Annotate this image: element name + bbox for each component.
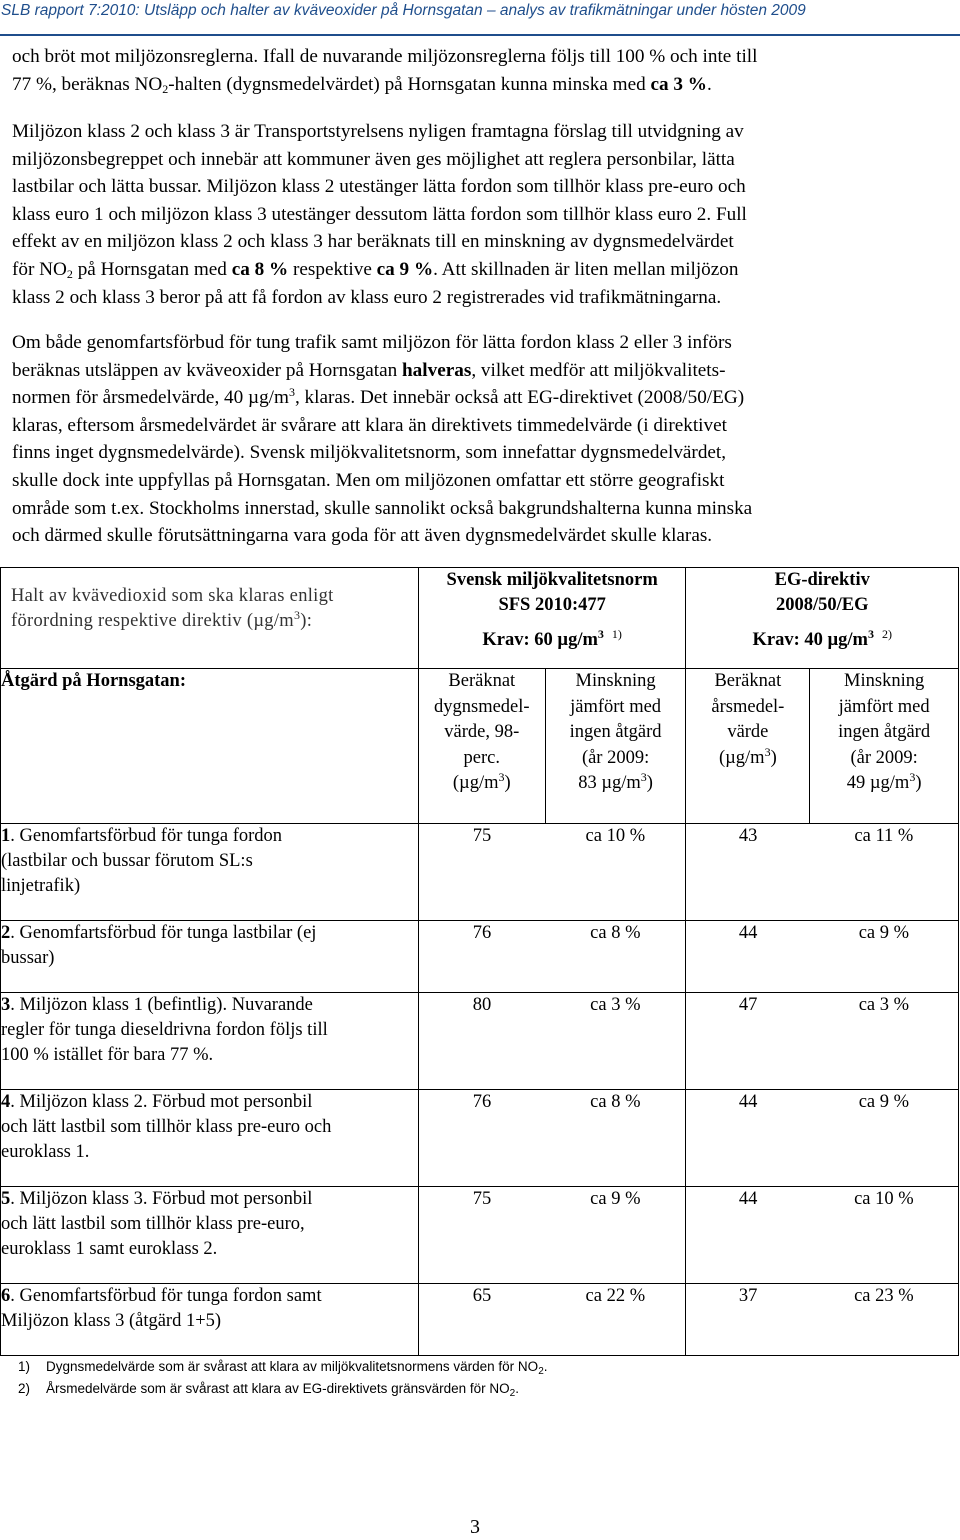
p3-line-2: beräknas utsläppen av kväveoxider på Hornsgatan halveras, vilket medför att miljökvalitets- <box>12 359 726 381</box>
paragraph-1 <box>12 43 948 98</box>
p3-line-6: skulle dock inte uppfyllas på Hornsgatan. Men om miljözonen omfattar ett större geografiskt <box>12 469 725 491</box>
footnote-1-number: 1) <box>18 1359 31 1374</box>
row-2-v3: 44 <box>686 921 810 993</box>
table-row <box>1 824 959 921</box>
header-rule <box>0 34 960 36</box>
col2-title-1: EG-direktiv <box>774 570 870 590</box>
p3-line-4: klaras, eftersom årsmedelvärdet är svårare att klara än direktivets timmedelvärde (i direktivet <box>12 414 727 436</box>
row-1-v2: ca 10 % <box>545 824 686 921</box>
p3-line-8: och därmed skulle förutsättningarna vara goda för att även dygnsmedelvärdet skulle klaras. <box>12 525 713 547</box>
p1-line-1: och bröt mot miljözonsreglerna. Ifall de nuvarande miljözonsreglerna följs till 100 % och inte till <box>12 46 758 67</box>
row-2-v1: 76 <box>418 921 545 993</box>
table-row <box>1 1284 959 1356</box>
p2-line-1: Miljözon klass 2 och klass 3 är Transportstyrelsens nyligen framtagna förslag till utvidgning av <box>12 121 744 142</box>
row-5-v3: 44 <box>686 1187 810 1284</box>
row-5-v1: 75 <box>418 1187 545 1284</box>
row-5-v2: ca 9 % <box>545 1187 686 1284</box>
subheader-dygnsmedel: Beräknat dygnsmedel- värde, 98- perc. $(\mu g/m^3)$ <box>418 669 545 824</box>
p2-line-5: effekt av en miljözon klass 2 och klass 3 har beräknats till en minskning av dygnsmedelvärdet <box>12 231 734 253</box>
row-3-v1: 80 <box>418 993 545 1090</box>
col2-krav: Krav: 40 $\mu g/m^3$ $^{2)}$ <box>752 627 892 650</box>
p2-line-2: miljözonsbegreppet och innebär att kommuner även ges möjlighet att reglera personbilar, lätta <box>12 148 735 170</box>
row-6-v4: ca 23 % <box>810 1284 959 1356</box>
col1-title-2: SFS 2010:477 <box>498 595 606 615</box>
subheader-minskning-ar: Minskning jämfört med ingen åtgärd (år 2009: 49 $\mu g/m^3$) <box>810 669 959 824</box>
col-header-svensk-norm <box>418 568 686 669</box>
p1-line-2: 77 %, beräknas $NO_2$-halten (dygnsmedelvärdet) på Hornsgatan kunna minska med ca 3 %. <box>12 73 712 96</box>
table-header-row <box>1 568 959 669</box>
row-5-v4: ca 10 % <box>810 1187 959 1284</box>
p3-line-5: finns inget dygnsmedelvärde). Svensk miljökvalitetsnorm, som innefattar dygnsmedelvärdet, <box>12 442 727 464</box>
row-1-desc: 1. Genomfartsförbud för tunga fordon (lastbilar och bussar förutom SL:s linjetrafik) <box>1 824 419 921</box>
footnote-1: 1) Dygnsmedelvärde som är svårast att klara av miljökvalitetsnormens värden för $NO_2$. <box>18 1359 548 1377</box>
col1-krav: Krav: 60 $\mu g/m^3$ $^{1)}$ <box>482 627 622 650</box>
row-3-v3: 47 <box>686 993 810 1090</box>
row-3-v4: ca 3 % <box>810 993 959 1090</box>
col-header-eg-direktiv <box>686 568 959 669</box>
paragraph-2 <box>12 118 948 311</box>
p3-line-3: normen för årsmedelvärde, 40 $\mu g/m^3$, klaras. Det innebär också att EG-direktivet (2008/50/EG) <box>12 385 745 409</box>
row-3-v2: ca 3 % <box>545 993 686 1090</box>
table-intro-cell <box>1 568 419 669</box>
row-6-v1: 65 <box>418 1284 545 1356</box>
p2-line-4: klass euro 1 och miljözon klass 3 utestänger dessutom lätta fordon som tillhör klass euro 2. Full <box>12 203 747 225</box>
paragraph-3 <box>12 329 948 550</box>
row-6-desc: 6. Genomfartsförbud för tunga fordon samt Miljözon klass 3 (åtgärd 1+5) <box>1 1284 419 1356</box>
table-intro-line-2: förordning respektive direktiv $(\mu g/m^3)$: <box>11 608 313 631</box>
row-4-v3: 44 <box>686 1090 810 1187</box>
row-6-v3: 37 <box>686 1284 810 1356</box>
row-1-v4: ca 11 % <box>810 824 959 921</box>
row-4-v4: ca 9 % <box>810 1090 959 1187</box>
row-4-desc: 4. Miljözon klass 2. Förbud mot personbil och lätt lastbil som tillhör klass pre-euro och euroklass 1. <box>1 1090 419 1187</box>
row-3-desc: 3. Miljözon klass 1 (befintlig). Nuvarande regler för tunga dieseldrivna fordon följs till 100 % istället för bara 77 %. <box>1 993 419 1090</box>
row-2-v2: ca 8 % <box>545 921 686 993</box>
row-4-v2: ca 8 % <box>545 1090 686 1187</box>
p3-line-1: Om både genomfartsförbud för tung trafik samt miljözon för lätta fordon klass 2 eller 3 införs <box>12 332 732 353</box>
table-intro-line-1: Halt av kvävedioxid som ska klaras enligt <box>11 586 334 606</box>
p2-line-7: klass 2 och klass 3 beror på att få fordon av klass euro 2 registrerades vid trafikmätningarna. <box>12 286 722 308</box>
row-4-v1: 76 <box>418 1090 545 1187</box>
table-row <box>1 1187 959 1284</box>
table-row <box>1 1090 959 1187</box>
col1-title-1: Svensk miljökvalitetsnorm <box>446 570 658 590</box>
p3-line-7: område som t.ex. Stockholms innerstad, skulle sannolikt också bakgrundshalterna kunna minska <box>12 497 753 519</box>
row-1-v1: 75 <box>418 824 545 921</box>
row-2-v4: ca 9 % <box>810 921 959 993</box>
subheader-arsmedel: Beräknat årsmedel- värde $(\mu g/m^3)$ <box>686 669 810 824</box>
atgard-label: Åtgärd på Hornsgatan: <box>1 669 419 824</box>
table-row <box>1 993 959 1090</box>
table-row <box>1 921 959 993</box>
footnote-2-number: 2) <box>18 1381 31 1396</box>
p2-line-3: lastbilar och lätta bussar. Miljözon klass 2 utestänger lätta fordon som tillhör klass pre-euro och <box>12 176 746 198</box>
no2-measures-table <box>0 567 959 1356</box>
page-number: 3 <box>470 1516 480 1538</box>
p2-line-6: för $NO_2$ på Hornsgatan med ca 8 % respektive ca 9 %. Att skillnaden är liten mellan miljözon <box>12 258 739 281</box>
row-6-v2: ca 22 % <box>545 1284 686 1356</box>
table-subheader-row <box>1 669 959 824</box>
col2-title-2: 2008/50/EG <box>775 595 869 615</box>
row-5-desc: 5. Miljözon klass 3. Förbud mot personbil och lätt lastbil som tillhör klass pre-euro, euroklass 1 samt euroklass 2. <box>1 1187 419 1284</box>
row-2-desc: 2. Genomfartsförbud för tunga lastbilar (ej bussar) <box>1 921 419 993</box>
subheader-minskning-dygn: Minskning jämfört med ingen åtgärd (år 2009: 83 $\mu g/m^3$) <box>545 669 686 824</box>
row-1-v3: 43 <box>686 824 810 921</box>
report-header: SLB rapport 7:2010: Utsläpp och halter av kväveoxider på Hornsgatan – analys av trafikmätningar under hösten 2009 <box>1 2 806 19</box>
footnote-2: 2) Årsmedelvärde som är svårast att klara av EG-direktivets gränsvärden för $NO_2$. <box>18 1381 519 1399</box>
